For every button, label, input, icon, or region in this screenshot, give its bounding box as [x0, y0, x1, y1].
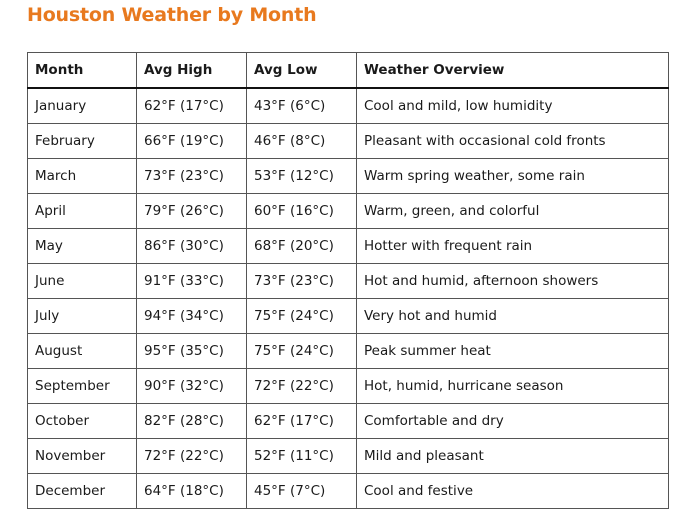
weather-overview-cell: Hot, humid, hurricane season: [357, 369, 669, 404]
avg-low-cell: 72°F (22°C): [247, 369, 357, 404]
header-avg-low: Avg Low: [247, 53, 357, 89]
avg-high-cell: 94°F (34°C): [137, 299, 247, 334]
avg-high-cell: 91°F (33°C): [137, 264, 247, 299]
header-month: Month: [28, 53, 137, 89]
weather-overview-cell: Comfortable and dry: [357, 404, 669, 439]
avg-low-cell: 46°F (8°C): [247, 124, 357, 159]
weather-table: [27, 52, 669, 509]
table-row: [28, 299, 669, 334]
avg-high-cell: 90°F (32°C): [137, 369, 247, 404]
header-weather-overview: Weather Overview: [357, 53, 669, 89]
weather-overview-cell: Mild and pleasant: [357, 439, 669, 474]
month-cell: August: [28, 334, 137, 369]
page-title: Houston Weather by Month: [27, 4, 317, 26]
weather-overview-cell: Very hot and humid: [357, 299, 669, 334]
avg-low-cell: 53°F (12°C): [247, 159, 357, 194]
month-cell: January: [28, 88, 137, 124]
table-row: [28, 159, 669, 194]
month-cell: September: [28, 369, 137, 404]
weather-overview-cell: Cool and festive: [357, 474, 669, 509]
avg-low-cell: 60°F (16°C): [247, 194, 357, 229]
month-cell: April: [28, 194, 137, 229]
weather-overview-cell: Hotter with frequent rain: [357, 229, 669, 264]
weather-overview-cell: Warm, green, and colorful: [357, 194, 669, 229]
avg-low-cell: 73°F (23°C): [247, 264, 357, 299]
table-row: [28, 194, 669, 229]
month-cell: December: [28, 474, 137, 509]
table-row: [28, 439, 669, 474]
weather-overview-cell: Pleasant with occasional cold fronts: [357, 124, 669, 159]
avg-low-cell: 75°F (24°C): [247, 299, 357, 334]
avg-high-cell: 73°F (23°C): [137, 159, 247, 194]
weather-overview-cell: Cool and mild, low humidity: [357, 88, 669, 124]
avg-low-cell: 45°F (7°C): [247, 474, 357, 509]
avg-high-cell: 86°F (30°C): [137, 229, 247, 264]
avg-low-cell: 43°F (6°C): [247, 88, 357, 124]
header-avg-high: Avg High: [137, 53, 247, 89]
avg-low-cell: 68°F (20°C): [247, 229, 357, 264]
avg-high-cell: 82°F (28°C): [137, 404, 247, 439]
table-header-row: [28, 53, 669, 89]
avg-high-cell: 95°F (35°C): [137, 334, 247, 369]
table-row: [28, 474, 669, 509]
avg-low-cell: 75°F (24°C): [247, 334, 357, 369]
table-row: [28, 229, 669, 264]
weather-overview-cell: Hot and humid, afternoon showers: [357, 264, 669, 299]
avg-high-cell: 66°F (19°C): [137, 124, 247, 159]
table-row: [28, 404, 669, 439]
table-row: [28, 88, 669, 124]
avg-high-cell: 62°F (17°C): [137, 88, 247, 124]
month-cell: May: [28, 229, 137, 264]
avg-low-cell: 62°F (17°C): [247, 404, 357, 439]
table-row: [28, 264, 669, 299]
month-cell: June: [28, 264, 137, 299]
month-cell: February: [28, 124, 137, 159]
month-cell: March: [28, 159, 137, 194]
weather-overview-cell: Peak summer heat: [357, 334, 669, 369]
weather-overview-cell: Warm spring weather, some rain: [357, 159, 669, 194]
table-row: [28, 334, 669, 369]
month-cell: July: [28, 299, 137, 334]
table-row: [28, 124, 669, 159]
month-cell: November: [28, 439, 137, 474]
month-cell: October: [28, 404, 137, 439]
avg-high-cell: 72°F (22°C): [137, 439, 247, 474]
table-row: [28, 369, 669, 404]
avg-low-cell: 52°F (11°C): [247, 439, 357, 474]
avg-high-cell: 79°F (26°C): [137, 194, 247, 229]
avg-high-cell: 64°F (18°C): [137, 474, 247, 509]
